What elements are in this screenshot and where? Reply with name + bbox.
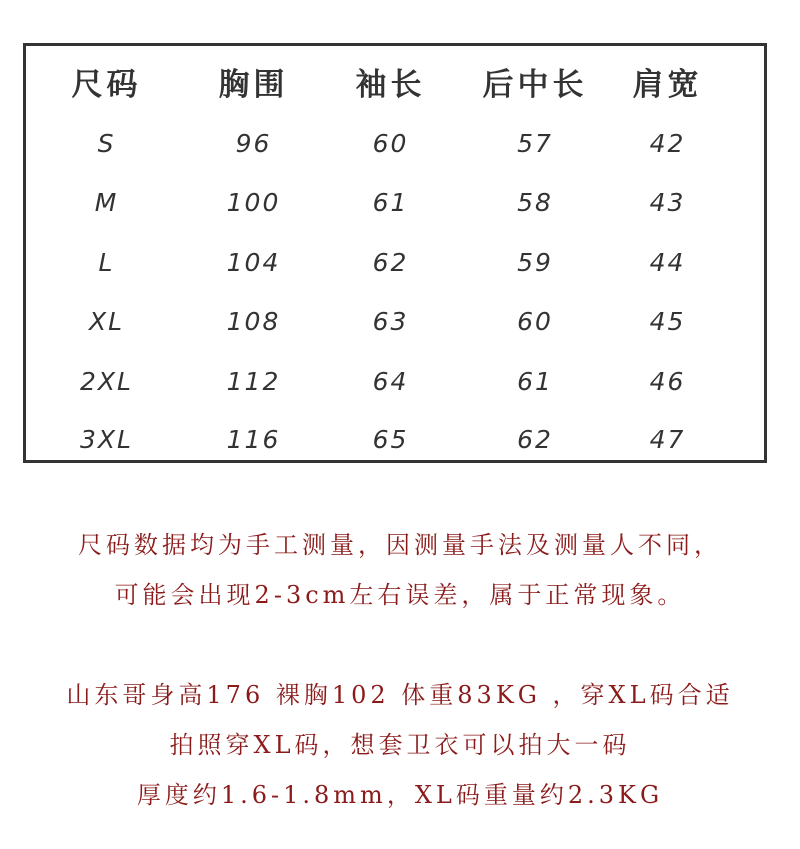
chest-cell: 104 [226, 248, 281, 277]
back-length-cell: 61 [517, 367, 553, 396]
size-cell: S [97, 129, 116, 158]
shoulder-cell: 45 [649, 307, 686, 336]
disclaimer-line: 尺码数据均为手工测量，因测量手法及测量人不同， [78, 531, 722, 559]
chest-cell: 96 [235, 129, 272, 158]
size-cell: XL [88, 307, 125, 336]
back-length-cell: 59 [517, 248, 553, 277]
shoulder-cell: 43 [649, 188, 686, 217]
table-row [26, 297, 764, 347]
back-length-cell: 62 [517, 425, 553, 454]
shoulder-cell: 47 [649, 425, 686, 454]
sleeve-cell: 63 [372, 307, 409, 336]
measurement-disclaimer [0, 520, 800, 620]
size-cell: L [98, 248, 115, 277]
table-row [26, 357, 764, 407]
size-cell: M [94, 188, 119, 217]
size-cell: 3XL [80, 425, 133, 454]
table-row [26, 238, 764, 288]
sleeve-cell: 65 [372, 425, 409, 454]
disclaimer-line: 可能会出现2-3cm左右误差，属于正常现象。 [114, 581, 686, 609]
header-chest: 胸围 [218, 67, 289, 103]
model-note-line: 厚度约1.6-1.8mm，XL码重量约2.3KG [136, 781, 664, 809]
shoulder-cell: 46 [649, 367, 686, 396]
table-row [26, 178, 764, 228]
back-length-cell: 60 [517, 307, 553, 336]
chest-cell: 116 [226, 425, 281, 454]
header-size: 尺码 [71, 67, 142, 103]
chest-cell: 112 [226, 367, 281, 396]
header-shoulder-width: 肩宽 [632, 67, 703, 103]
sleeve-cell: 64 [372, 367, 409, 396]
model-note-line: 山东哥身高176 裸胸102 体重83KG ，穿XL码合适 [66, 681, 734, 709]
model-fit-notes [0, 670, 800, 820]
shoulder-cell: 44 [649, 248, 686, 277]
header-back-length: 后中长 [482, 67, 588, 103]
size-cell: 2XL [80, 367, 133, 396]
size-chart-table [23, 43, 767, 463]
table-row [26, 119, 764, 169]
table-header-row [26, 60, 764, 110]
chest-cell: 108 [226, 307, 281, 336]
sleeve-cell: 60 [372, 129, 409, 158]
shoulder-cell: 42 [649, 129, 686, 158]
header-sleeve-length: 袖长 [355, 67, 426, 103]
model-note-line: 拍照穿XL码，想套卫衣可以拍大一码 [169, 731, 631, 759]
back-length-cell: 57 [517, 129, 553, 158]
chest-cell: 100 [226, 188, 281, 217]
sleeve-cell: 61 [372, 188, 409, 217]
back-length-cell: 58 [517, 188, 553, 217]
table-row [26, 415, 764, 465]
sleeve-cell: 62 [372, 248, 409, 277]
